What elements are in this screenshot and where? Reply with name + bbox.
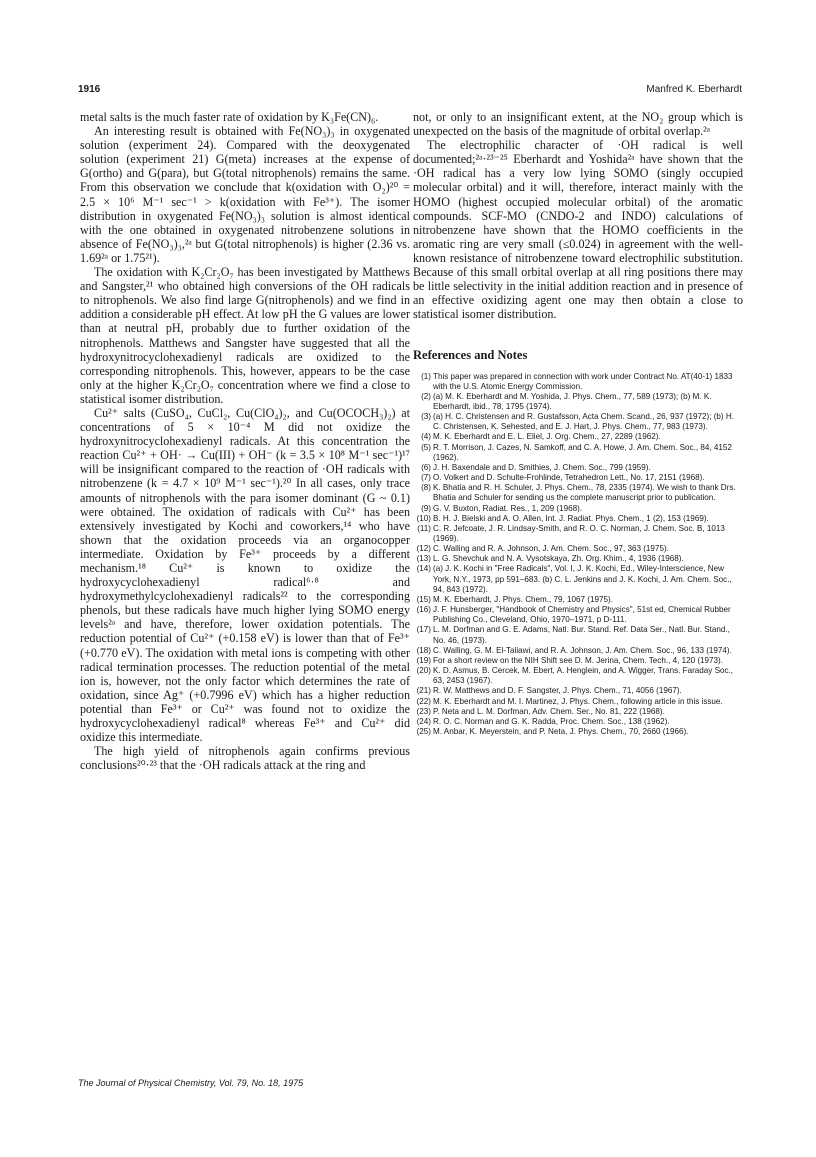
reference-text: J. H. Baxendale and D. Smithies, J. Chem. Soc., 799 (1959).	[433, 462, 651, 472]
reference-item	[413, 666, 743, 686]
reference-text: M. K. Eberhardt and E. L. Eliel, J. Org. Chem., 27, 2289 (1962).	[433, 432, 661, 442]
reference-number: (2)	[421, 391, 431, 401]
reference-text: (a) J. K. Kochi in "Free Radicals", Vol. I, J. K. Kochi, Ed., Wiley-Interscience, New York, N.Y., 1973, pp 591–683. (b) C. L. Jenkins and J. K. Kochi, J. Am. Chem. Soc., 94, 843 (1972).	[433, 564, 732, 594]
reference-item	[413, 463, 743, 473]
reference-text: For a short review on the NIH Shift see D. M. Jerina, Chem. Tech., 4, 120 (1973).	[433, 655, 724, 665]
page-number: 1916	[78, 84, 101, 95]
reference-item	[413, 372, 743, 392]
reference-number: (10)	[416, 513, 431, 523]
reference-text: C. R. Jefcoate, J. R. Lindsay-Smith, and R. O. C. Norman, J. Chem. Soc. B, 1013 (1969).	[433, 523, 725, 543]
reference-item	[413, 727, 743, 737]
reference-number: (4)	[421, 432, 431, 442]
body-paragraph: The electrophilic character of ·OH radical is well documented;²ᵃ·²³⁻²⁵ Eberhardt and Yoshida²ᵃ have shown that the ·OH radical has a very low lying SOMO (singly occupied molecular orbital) and it will, therefore, interact mainly with the HOMO (highest occupied molecular orbital) of the aromatic compounds. SCF-MO (CNDO-2 and INDO) calculations of nitrobenzene have shown that the HOMO coefficients in the aromatic ring are very small (≤0.024) in agreement with the well-known resistance of nitrobenzene toward electrophilic substitution. Because of this small orbital overlap at all ring positions there may be little selectivity in the initial addition reaction and in presence of an effective oxidizing agent one may then obtain a close to statistical isomer distribution.	[413, 138, 743, 322]
reference-item	[413, 473, 743, 483]
reference-number: (9)	[421, 503, 431, 513]
body-paragraph: An interesting result is obtained with Fe(NO₃)₃ in oxygenated solution (experiment 24). Compared with the deoxygenated solution (experiment 21) G(meta) increases at the expense of G(ortho) and G(para), but G(total nitrophenols) remains the same. From this observation we conclude that k(oxidation with O₂)²⁰ = 2.5 × 10⁶ M⁻¹ sec⁻¹ > k(oxidation with Fe³⁺). The isomer distribution in oxygenated Fe(NO₃)₃ solution is almost identical with the one obtained in oxygenated nitrobenzene solutions in absence of Fe(NO₃)₃,²ᵃ but G(total nitrophenols) is higher (2.36 vs. 1.69²ᵃ or 1.75²¹).	[80, 124, 410, 265]
reference-text: C. Walling and R. A. Johnson, J. Am. Chem. Soc., 97, 363 (1975).	[433, 544, 669, 554]
references-heading: References and Notes	[413, 348, 528, 363]
reference-text: G. V. Buxton, Radiat. Res., 1, 209 (1968).	[433, 503, 583, 513]
reference-item	[413, 697, 743, 707]
reference-text: K. Bhatia and R. H. Schuler, J. Phys. Chem., 78, 2335 (1974). We wish to thank Drs. Bhatia and Schuler for sending us the complete manuscript prior to publication.	[433, 483, 736, 503]
reference-text: M. Anbar, K. Meyerstein, and P. Neta, J. Phys. Chem., 70, 2660 (1966).	[433, 726, 689, 736]
reference-number: (14)	[416, 564, 431, 574]
reference-item	[413, 707, 743, 717]
reference-item	[413, 432, 743, 442]
reference-text: R. T. Morrison, J. Cazes, N. Samkoff, and C. A. Howe, J. Am. Chem. Soc., 84, 4152 (1962).	[433, 442, 732, 462]
reference-item	[413, 686, 743, 696]
reference-item	[413, 625, 743, 645]
right-column	[413, 110, 743, 737]
reference-item	[413, 483, 743, 503]
reference-number: (20)	[416, 666, 431, 676]
running-head-author: Manfred K. Eberhardt	[646, 84, 742, 95]
reference-text: J. F. Hunsberger, "Handbook of Chemistry and Physics", 51st ed, Chemical Rubber Publishing Co., Cleveland, Ohio, 1970–1971, p D-111.	[433, 605, 731, 625]
journal-footer: The Journal of Physical Chemistry, Vol. 79, No. 18, 1975	[78, 1078, 304, 1088]
reference-number: (5)	[421, 442, 431, 452]
reference-number: (18)	[416, 645, 431, 655]
body-paragraph: metal salts is the much faster rate of oxidation by K₃Fe(CN)₆.	[80, 110, 379, 124]
reference-text: K. D. Asmus, B. Cercek, M. Ebert, A. Henglein, and A. Wigger, Trans. Faraday Soc., 63, 2453 (1967).	[433, 666, 734, 686]
reference-number: (1)	[421, 371, 431, 381]
reference-item	[413, 443, 743, 463]
reference-number: (7)	[421, 473, 431, 483]
reference-number: (3)	[421, 412, 431, 422]
reference-item	[413, 392, 743, 412]
reference-number: (22)	[416, 696, 431, 706]
reference-text: M. K. Eberhardt, J. Phys. Chem., 79, 1067 (1975).	[433, 594, 613, 604]
running-head	[78, 84, 742, 98]
reference-number: (12)	[416, 544, 431, 554]
reference-number: (24)	[416, 716, 431, 726]
body-paragraph: The high yield of nitrophenols again confirms previous conclusions²⁰·²³ that the ·OH radicals attack at the ring and	[80, 744, 410, 773]
body-paragraph: Cu²⁺ salts (CuSO₄, CuCl₂, Cu(ClO₄)₂, and Cu(OCOCH₃)₂) at concentrations of 5 × 10⁻⁴ M did not oxidize the hydroxynitrocyclohexadienyl radicals. At this concentration the reaction Cu²⁺ + OH· → Cu(III) + OH⁻ (k = 3.5 × 10⁸ M⁻¹ sec⁻¹)¹⁷ will be insignificant compared to the reaction of ·OH radicals with nitrobenzene (k = 4.7 × 10⁹ M⁻¹ sec⁻¹).²⁰ In all cases, only trace amounts of nitrophenols with the para isomer dominant (G ~ 0.1) were obtained. The oxidation of radicals with Cu²⁺ has been extensively investigated by Kochi and coworkers,¹⁴ who have shown that the oxidation proceeds via an organocopper intermediate. Oxidation by Fe³⁺ proceeds by a different mechanism.¹⁸ Cu²⁺ is known to oxidize the hydroxycyclohexadienyl radical⁶·⁸ and hydroxymethylcyclohexadienyl radicals²² to the corresponding phenols, but these radicals have much higher lying SOMO energy levels²ᵃ and have, therefore, lower oxidation potentials. The reduction potential of Cu²⁺ (+0.158 eV) is lower than that of Fe³⁺ (+0.770 eV). The oxidation with metal ions is competing with other radical termination processes. The reduction potential of the metal ion is, however, not the only factor which determines the rate of oxidation, since Ag⁺ (+0.7996 eV) which has a higher reduction potential than Fe³⁺ or Cu²⁺ was found not to oxidize the hydroxycyclohexadienyl radical⁸ whereas Fe³⁺ and Cu²⁺ did oxidize this intermediate.	[80, 405, 410, 745]
reference-text: (a) M. K. Eberhardt and M. Yoshida, J. Phys. Chem., 77, 589 (1973); (b) M. K. Eberhardt, ibid., 78, 1795 (1974).	[433, 391, 712, 411]
reference-text: C. Walling, G. M. El-Taliawi, and R. A. Johnson, J. Am. Chem. Soc., 96, 133 (1974).	[433, 645, 732, 655]
reference-number: (23)	[416, 706, 431, 716]
reference-text: B. H. J. Bielski and A. O. Allen, Int. J. Radiat. Phys. Chem., 1 (2), 153 (1969).	[433, 513, 709, 523]
reference-number: (21)	[416, 686, 431, 696]
reference-list	[413, 372, 743, 738]
reference-text: M. K. Eberhardt and M. I. Martinez, J. Phys. Chem., following article in this issue.	[433, 696, 723, 706]
reference-item	[413, 656, 743, 666]
reference-item	[413, 524, 743, 544]
body-paragraph: The oxidation with K₂Cr₂O₇ has been investigated by Matthews and Sangster,²¹ who obtained high conversions of the OH radicals to nitrophenols. We also find large G(nitrophenols) and we find in addition a considerable pH effect. At low pH the G values are lower than at neutral pH, probably due to further oxidation of the nitrophenols. Matthews and Sangster have suggested that all the hydroxynitrocyclohexadienyl radicals are oxidized to the corresponding nitrophenols. This, however, appears to be the case only at the higher K₂Cr₂O₇ concentration where we find a close to statistical isomer distribution.	[80, 265, 410, 406]
reference-text: P. Neta and L. M. Dorfman, Adv. Chem. Ser., No. 81, 222 (1968).	[433, 706, 665, 716]
reference-item	[413, 717, 743, 727]
reference-item	[413, 504, 743, 514]
reference-text: R. W. Matthews and D. F. Sangster, J. Phys. Chem., 71, 4056 (1967).	[433, 686, 682, 696]
reference-item	[413, 605, 743, 625]
reference-number: (25)	[416, 726, 431, 736]
reference-number: (8)	[421, 483, 431, 493]
reference-item	[413, 646, 743, 656]
body-paragraph: not, or only to an insignificant extent, at the NO₂ group which is unexpected on the basis of the magnitude of orbital overlap.²ᵃ	[413, 110, 743, 139]
reference-item	[413, 564, 743, 594]
reference-item	[413, 412, 743, 432]
reference-number: (19)	[416, 655, 431, 665]
reference-text: O. Volkert and D. Schulte-Frohlinde, Tetrahedron Lett., No. 17, 2151 (1968).	[433, 473, 705, 483]
reference-number: (11)	[417, 523, 431, 533]
reference-number: (16)	[416, 605, 431, 615]
reference-text: (a) H. C. Christensen and R. Gustafsson, Acta Chem. Scand., 26, 937 (1972); (b) H. C. Christensen, K. Sehested, and E. J. Hart, J. Phys. Chem., 77, 983 (1973).	[433, 412, 734, 432]
reference-number: (15)	[416, 594, 431, 604]
reference-text: L. G. Shevchuk and N. A. Vysotskaya, Zh. Org. Khim., 4, 1936 (1968).	[433, 554, 684, 564]
reference-item	[413, 544, 743, 554]
reference-item	[413, 595, 743, 605]
reference-text: R. O. C. Norman and G. K. Radda, Proc. Chem. Soc., 138 (1962).	[433, 716, 670, 726]
reference-number: (17)	[416, 625, 431, 635]
left-column	[80, 110, 410, 772]
reference-item	[413, 514, 743, 524]
reference-text: L. M. Dorfman and G. E. Adams, Natl. Bur. Stand. Ref. Data Ser., Natl. Bur. Stand., No. 46, (1973).	[433, 625, 730, 645]
reference-text: This paper was prepared in connection with work under Contract No. AT(40-1) 1833 with the U.S. Atomic Energy Commission.	[433, 371, 733, 391]
reference-number: (6)	[421, 462, 431, 472]
reference-number: (13)	[416, 554, 431, 564]
reference-item	[413, 554, 743, 564]
